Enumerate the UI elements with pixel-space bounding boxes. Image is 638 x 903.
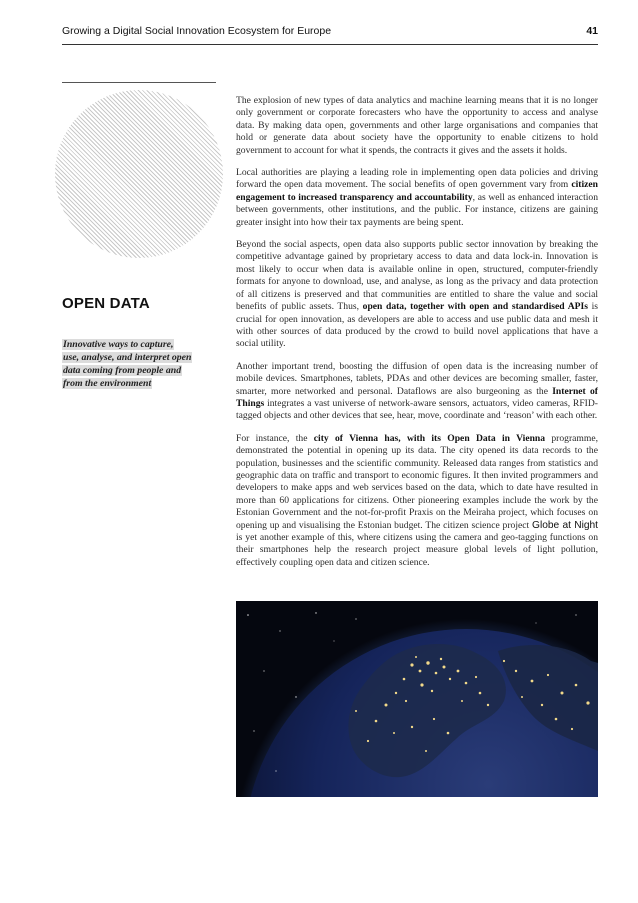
paragraph-analytics: The explosion of new types of data analytics and machine learning means that it is no longer only government or corporate forecasters who have the opportunity to access and analyse data. By making data open, governments and other large organisations and companies that hold or generate data about society have the opportunity to enable citizens to hold government to account for what it spends, the contracts it gives and the assets it holds. [236,95,598,156]
text-run: Beyond the social aspects, open data also supports public sector innovation by breaking the competitive advantage gained by proprietary access to data and data lock-in. Innovation is most likely to occur when data is available online in open, structured, computer-friendly formats for anyone to download, use, and analyse, as long as the privacy and data protection of all citizens is preserved and that communities are entitled to share the value and social benefits of public assets. Thus, [236,239,598,313]
text-run: For instance, the [236,432,314,444]
text-run: is yet another example of this, where citizens using the camera and geo-tagging functions on their smartphones help the research project measure global levels of light pollution, effectively coupling open data and citizen science. [236,532,598,568]
emphasis-text: open data, together with open and standardised APIs [362,301,588,313]
text-run: is crucial for open innovation, as developers are able to access and use public data and mesh it with other sources of data produced by the crowd to build novel applications that have a social utility. [236,301,598,350]
page-number: 41 [586,25,598,37]
subtitle-line: data coming from people and [63,365,182,376]
earth-at-night-graphic [236,601,598,797]
text-run: Another important trend, boosting the diffusion of open data is the increasing number of mobile devices. Smartphones, tablets, PDAs and other devices are becoming smaller, faster, smarter, more networked and personal. Dataflows are also burgeoning as the [236,360,598,397]
hatched-circle-graphic [55,90,223,258]
globe-at-night-text: Globe at Night [532,519,598,531]
subtitle-line: from the environment [63,378,152,389]
text-run: programme, demonstrated the potential in opening up its data. The city opened its data records to the population, businesses and the scientific community. Released data ranges from statistics and geographic data on traffic and transport to economic figures. It then invited programmers and developers to make apps and web services based on the data, which to date have resulted in more than 60 applications for citizens. Other pioneering examples include the work by the Estonian Government and the not-for-profit Praxis on the Meiraha project, which focuses on opening up and visualising the Estonian budget. The citizen science project [236,432,598,531]
section-title: OPEN DATA [62,295,150,312]
text-run: , as well as enhanced interaction between governments, other institutions, and the public. For instance, citizens are gaining greater insight into how their tax payments are being spent. [236,191,598,228]
sidebar-divider [62,82,216,83]
text-run: Local authorities are playing a leading role in implementing open data policies and driving forward the open data movement. The social benefits of open government vary from [236,167,598,191]
emphasis-text: Internet of Things [236,385,598,409]
text-run: integrates a vast universe of network-aware sensors, actuators, video cameras, RFID-tagged objects and other devices that see, hear, move, coordinate and ‘reason’ with each other. [236,397,598,422]
emphasis-text: citizen engagement to increased transparency and accountability [236,179,598,203]
paragraph-mobile-devices [236,361,598,423]
paragraph-local-authorities [236,167,598,229]
paragraph-vienna-example [236,433,598,569]
emphasis-text: city of Vienna has, with its Open Data in Vienna [313,432,546,444]
article-body [236,95,598,579]
paragraph-public-sector-innovation [236,239,598,351]
subtitle-line: use, analyse, and interpret open [63,352,192,363]
header-title: Growing a Digital Social Innovation Ecosystem for Europe [62,25,332,37]
earth-at-night-image [236,601,598,797]
page-header [62,25,598,41]
subtitle-line: Innovative ways to capture, [63,339,174,350]
section-subtitle [62,338,218,390]
header-divider [62,44,598,45]
